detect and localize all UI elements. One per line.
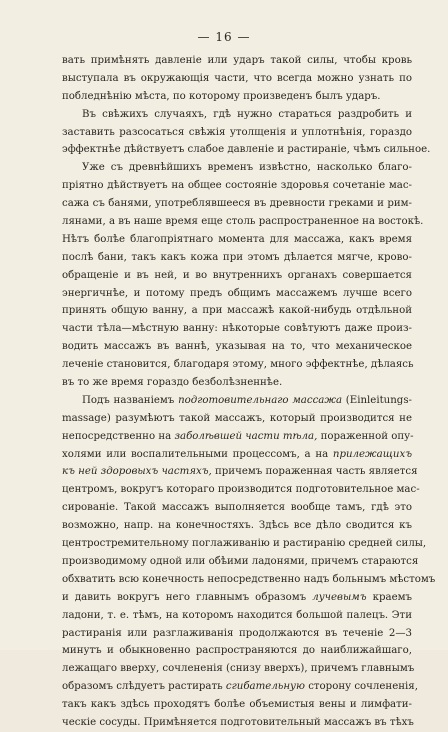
- page-number: — 16 —: [197, 30, 251, 44]
- text-line: Подъ названіемъ подготовительнаго массажа (Einleitungs-: [82, 394, 412, 406]
- text-line: энергичнѣе, и потому предъ общимъ массажемъ лучше всего: [62, 287, 412, 299]
- text-line: въ то же время гораздо безболѣзненнѣе.: [62, 377, 283, 389]
- text-line: обращеніе и въ ней, и во внутреннихъ органахъ совершается: [62, 269, 412, 281]
- text-line: центромъ, вокругъ котораго производится подготовительное мас-: [62, 484, 420, 496]
- text-line: водить массажъ въ ваннѣ, указывая на то, что механическое: [62, 341, 412, 353]
- text-line: принять общую ванну, а при массажѣ какой-нибудь отдѣльной: [62, 305, 412, 317]
- text-line: холями или воспалительными процессомъ, а на прилежащихъ: [62, 448, 412, 460]
- text-line: вать примѣнять давленіе или ударъ такой силы, чтобы кровь: [62, 55, 412, 66]
- text-line: Уже съ древнѣйшихъ временъ извѣстно, насколько благо-: [82, 162, 412, 174]
- body-text: [62, 52, 436, 732]
- text-line: и давить вокругъ него главнымъ образомъ лучевымъ краемъ: [62, 591, 413, 603]
- text-line: ческіе сосуды. Примѣняется подготовительный массажъ въ тѣхъ: [62, 716, 414, 728]
- text-line: къ ней здоровыхъ частяхъ, причемъ пораженная часть является: [62, 466, 418, 478]
- text-line: послѣ бани, такъ какъ кожа при этомъ дѣлается мягче, крово-: [62, 251, 412, 263]
- text-line: обхватить всю конечность непосредственно надъ больнымъ мѣстомъ: [62, 573, 436, 585]
- text-line: massage) разумѣютъ такой массажъ, который производится не: [62, 412, 412, 424]
- text-line: такъ какъ здѣсь проходятъ болѣе объемистыя вены и лимфати-: [62, 699, 412, 711]
- text-line: эффектнѣе дѣйствуетъ слабое давленіе и растираніе, чѣмъ сильное.: [62, 144, 431, 156]
- text-line: минутъ и обыкновенно распространяются до наиближайшаго,: [62, 645, 412, 657]
- text-line: производимому одной или обѣими ладонями, причемъ стараются: [62, 555, 419, 567]
- text-line: центростремительному поглаживанію и растиранію средней силы,: [62, 538, 427, 550]
- text-line: образомъ слѣдуетъ растирать сгибательную сторону сочлененія,: [62, 681, 418, 693]
- text-line: лянами, а въ наше время еще столь распространенное на востокѣ.: [62, 216, 424, 228]
- text-line: леченіе становится, благодаря этому, много эффектнѣе, дѣлаясь: [62, 359, 414, 371]
- text-line: части тѣла—мѣстную ванну: нѣкоторые совѣтуютъ даже произ-: [62, 323, 412, 335]
- text-line: Въ свѣжихъ случаяхъ, гдѣ нужно стараться раздробить и: [82, 108, 412, 120]
- text-line: пріятно дѣйствуетъ на общее состояніе здоровья сочетаніе мас-: [62, 180, 412, 192]
- text-line: Нѣтъ болѣе благопріятнаго момента для массажа, какъ время: [62, 233, 412, 245]
- text-line: непосредственно на заболѣвшей части тѣла, пораженной опу-: [62, 430, 414, 442]
- text-line: возможно, напр. на конечностяхъ. Здѣсь все дѣло сводится къ: [62, 520, 412, 532]
- text-line: сированіе. Такой массажъ выполняется вообще тамъ, гдѣ это: [62, 502, 412, 514]
- text-line: заставить разсосаться свѣжія утолщенія и уплотнѣнія, гораздо: [62, 126, 412, 138]
- text-line: побледнѣнію мѣста, по которому произведенъ былъ ударъ.: [62, 90, 381, 102]
- text-line: растиранія или разглаживанія продолжаются въ теченіе 2—3: [62, 627, 412, 639]
- text-line: ладони, т. е. тѣмъ, на которомъ находится большой палецъ. Эти: [62, 609, 412, 621]
- text-line: лежащаго вверху, сочлененія (снизу вверхъ), причемъ главнымъ: [62, 663, 415, 675]
- text-line: сажа съ банями, употреблявшееся въ древности греками и рим-: [62, 198, 412, 210]
- text-line: выступала въ окружающія части, что всегда можно узнать по: [62, 72, 412, 84]
